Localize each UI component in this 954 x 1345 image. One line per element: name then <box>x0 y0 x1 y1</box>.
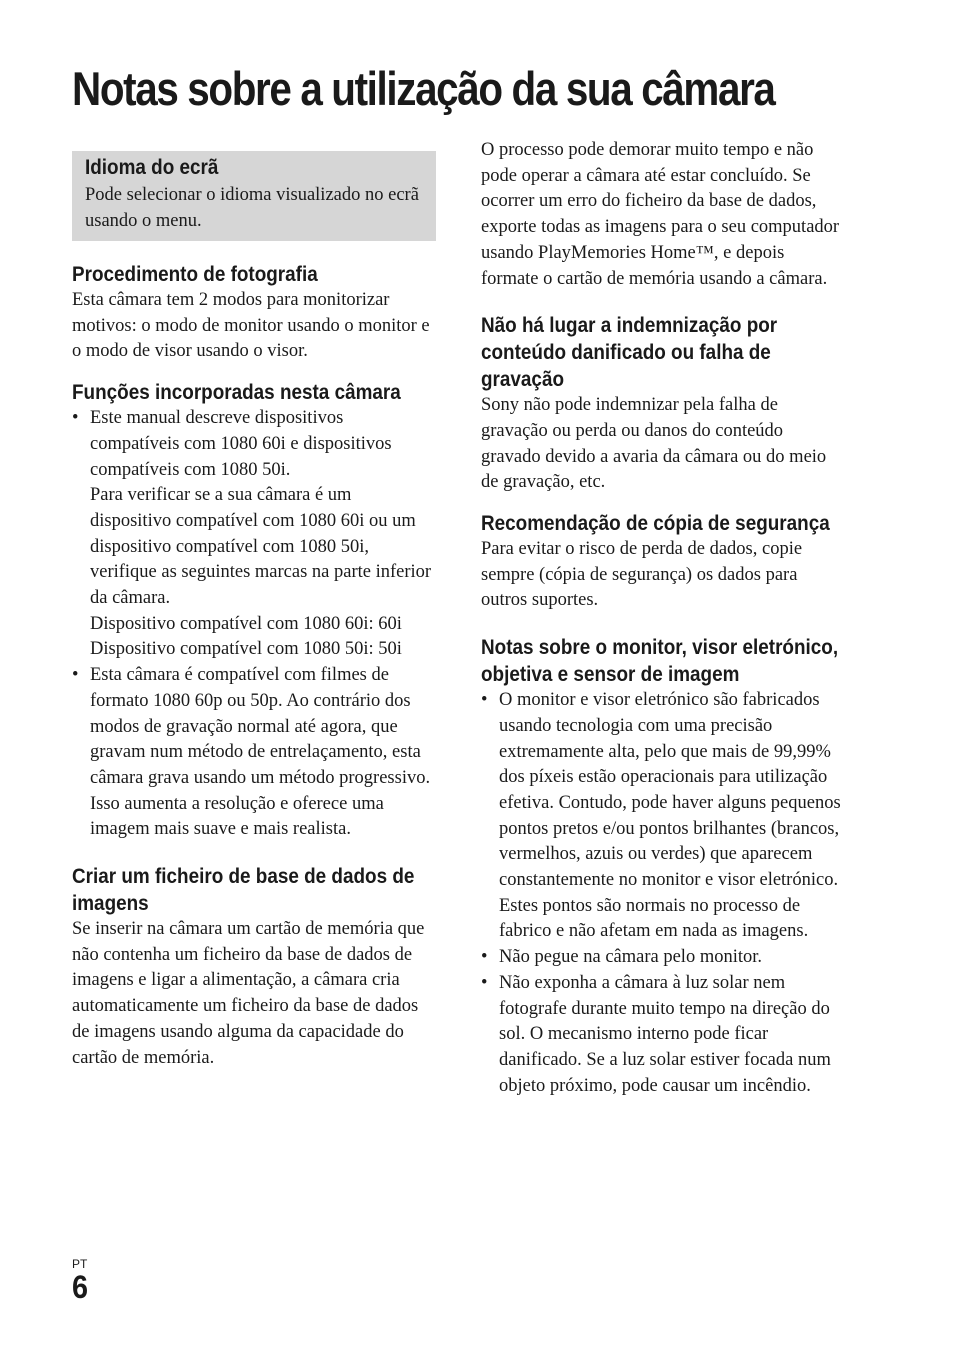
callout-heading: Idioma do ecrã <box>85 156 219 179</box>
section-copia <box>481 510 846 614</box>
callout-box <box>72 151 436 241</box>
callout-text: Pode selecionar o idioma visualizado no ecrã usando o menu. <box>85 185 419 231</box>
page-title: Notas sobre a utilização da sua câmara <box>72 62 775 115</box>
list-item-continuation: Dispositivo compatível com 1080 50i: 50i <box>90 639 402 660</box>
list-item: • Não pegue na câmara pelo monitor. <box>481 945 846 971</box>
list-item-continuation: Para verificar se a sua câmara é um dispositivo compatível com 1080 60i ou um dispositivo compatível com 1080 50i, verifique as seguintes marcas na parte inferior da câmara. <box>90 485 432 609</box>
section-heading: Procedimento de fotografia <box>72 263 318 286</box>
section-heading: Recomendação de cópia de segurança <box>481 512 830 536</box>
section-criar <box>72 863 436 1071</box>
section-text: Sony não pode indemnizar pela falha de gravação ou perda ou danos do conteúdo gravado devido a avaria da câmara ou do meio de gravação, etc. <box>481 395 827 493</box>
section-monitor <box>481 634 846 1099</box>
section-text: Se inserir na câmara um cartão de memória que não contenha um ficheiro da base de dados de imagens e ligar a alimentação, a câmara cria automaticamente um ficheiro da base de dados de imagens usando alguma da capacidade do cartão de memória. <box>72 919 425 1068</box>
section-text-continued: O processo pode demorar muito tempo e não pode operar a câmara até estar concluído. Se ocorrer um erro do ficheiro da base de dados, exporte todas as imagens para o seu computador usando PlayMemories Home™, e depois formate o cartão de memória usando a câmara. <box>481 140 840 289</box>
list-item <box>72 406 436 663</box>
list-item-text: Este manual descreve dispositivos compatíveis com 1080 60i e dispositivos compatíveis com 1080 50i. <box>90 408 392 480</box>
section-funcoes <box>72 379 436 843</box>
list-item: • Esta câmara é compatível com filmes de formato 1080 60p ou 50p. Ao contrário dos modos de gravação normal até agora, que gravam num método de entrelaçamento, esta câmara grava usando um método progressivo. Isso aumenta a resolução e oferece uma imagem mais suave e mais realista. <box>72 663 436 843</box>
section-heading: Funções incorporadas nesta câmara <box>72 381 401 405</box>
page-footer <box>72 1257 90 1303</box>
section-procedimento <box>72 261 436 365</box>
language-code: PT <box>72 1257 88 1271</box>
section-indemnizacao <box>481 312 846 496</box>
section-text: Para evitar o risco de perda de dados, copie sempre (cópia de segurança) os dados para outros suportes. <box>481 539 803 611</box>
list-item: • Não exponha a câmara à luz solar nem fotografe durante muito tempo na direção do sol. O mecanismo interno pode ficar danificado. Se a luz solar estiver focada num objeto próximo, pode causar um incêndio. <box>481 971 846 1100</box>
bullet-list <box>72 406 436 843</box>
right-column <box>481 138 846 1099</box>
section-heading: Notas sobre o monitor, visor eletrónico, objetiva e sensor de imagem <box>481 636 839 687</box>
section-heading: Criar um ficheiro de base de dados de imagens <box>72 865 415 916</box>
list-item-continuation: Dispositivo compatível com 1080 60i: 60i <box>90 613 402 634</box>
left-column <box>72 151 436 1071</box>
list-item: • O monitor e visor eletrónico são fabricados usando tecnologia com uma precisão extremamente alta, pelo que mais de 99,99% dos píxeis estão operacionais para utilização efetiva. Contudo, pode haver alguns pequenos pontos pretos e/ou pontos brilhantes (brancos, vermelhos, azuis ou verdes) que aparecem constantemente no monitor e visor eletrónico. Estes pontos são normais no processo de fabrico e não afetam em nada as imagens. <box>481 688 846 945</box>
section-text: Esta câmara tem 2 modos para monitorizar motivos: o modo de monitor usando o monitor e o modo de visor usando o visor. <box>72 290 430 362</box>
section-heading: Não há lugar a indemnização por conteúdo danificado ou falha de gravação <box>481 314 778 392</box>
page-number: 6 <box>72 1269 89 1305</box>
bullet-list <box>481 688 846 1099</box>
